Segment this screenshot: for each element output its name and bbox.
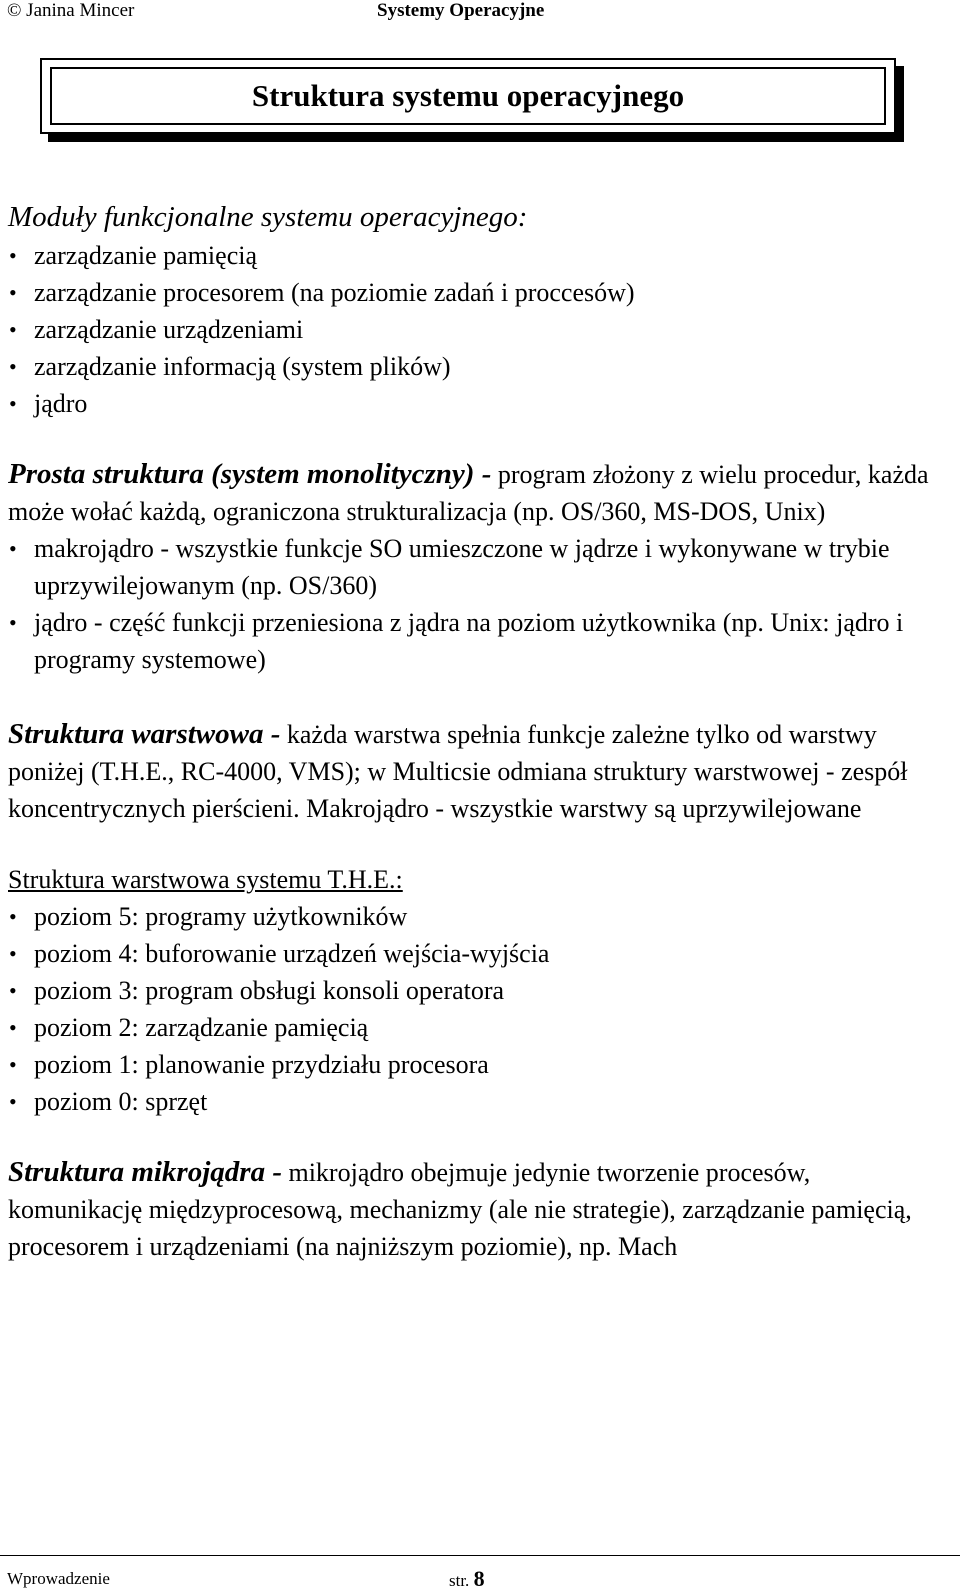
bullet-icon: • bbox=[9, 354, 17, 379]
simple-structure-heading: Prosta struktura (system monolityczny) - bbox=[8, 458, 492, 490]
simple-structure-section bbox=[8, 456, 946, 678]
the-section bbox=[8, 861, 946, 1120]
title-frame bbox=[40, 58, 896, 134]
list-item: • poziom 4: buforowanie urządzeń wejścia-wyjścia bbox=[8, 935, 946, 972]
layered-structure-section bbox=[8, 716, 946, 827]
list-item: • poziom 5: programy użytkowników bbox=[8, 898, 946, 935]
bullet-icon: • bbox=[9, 978, 17, 1003]
simple-structure-paragraph bbox=[8, 456, 946, 530]
list-item: • poziom 1: planowanie przydziału procesora bbox=[8, 1046, 946, 1083]
list-item: • poziom 2: zarządzanie pamięcią bbox=[8, 1009, 946, 1046]
bullet-icon: • bbox=[9, 317, 17, 342]
the-levels-list bbox=[8, 898, 946, 1120]
list-item: • poziom 0: sprzęt bbox=[8, 1083, 946, 1120]
micro-section bbox=[8, 1154, 946, 1265]
simple-structure-list bbox=[8, 530, 946, 678]
micro-text: mikrojądro obejmuje jedynie tworzenie procesów, komunikację międzyprocesową, mechanizmy (ale nie strategie), zarządzanie pamięcią, procesorem i urządzeniami (na najniższym poziomie), np. Mach bbox=[8, 1158, 912, 1261]
layered-structure-paragraph bbox=[8, 716, 946, 827]
the-heading: Struktura warstwowa systemu T.H.E.: bbox=[8, 865, 403, 894]
list-item: • zarządzanie informacją (system plików) bbox=[8, 348, 946, 385]
bullet-icon: • bbox=[9, 391, 17, 416]
layered-structure-text: każda warstwa spełnia funkcje zależne tylko od warstwy poniżej (T.H.E., RC-4000, VMS); w Multicsie odmiana struktury warstwowej - zespół koncentrycznych pierścieni. Makrojądro - wszystkie warstwy są uprzywilejowane bbox=[8, 720, 908, 823]
bullet-icon: • bbox=[9, 1052, 17, 1077]
list-item: • zarządzanie pamięcią bbox=[8, 237, 946, 274]
list-item: • zarządzanie urządzeniami bbox=[8, 311, 946, 348]
footer-divider bbox=[0, 1555, 960, 1556]
bullet-icon: • bbox=[9, 1015, 17, 1040]
page-header bbox=[7, 0, 953, 24]
document-body bbox=[8, 197, 946, 1265]
author-label: © Janina Mincer bbox=[7, 0, 135, 21]
list-item: • jądro bbox=[8, 385, 946, 422]
micro-paragraph bbox=[8, 1154, 946, 1265]
bullet-icon: • bbox=[9, 904, 17, 929]
bullet-icon: • bbox=[9, 243, 17, 268]
layered-structure-heading: Struktura warstwowa - bbox=[8, 718, 281, 750]
bullet-icon: • bbox=[9, 941, 17, 966]
course-title: Systemy Operacyjne bbox=[377, 0, 545, 21]
footer-section-name: Wprowadzenie bbox=[7, 1569, 110, 1588]
page-title: Struktura systemu operacyjnego bbox=[251, 78, 685, 113]
list-item: • zarządzanie procesorem (na poziomie zadań i proccesów) bbox=[8, 274, 946, 311]
page-number-value: 8 bbox=[473, 1566, 485, 1591]
bullet-icon: • bbox=[9, 280, 17, 305]
modules-list bbox=[8, 237, 946, 422]
micro-heading: Struktura mikrojądra - bbox=[8, 1156, 282, 1188]
list-item: • makrojądro - wszystkie funkcje SO umieszczone w jądrze i wykonywane w trybie uprzywilejowanym (np. OS/360) bbox=[8, 530, 946, 604]
page-number bbox=[449, 1568, 485, 1592]
title-frame-inner bbox=[50, 67, 886, 125]
simple-structure-text: program złożony z wielu procedur, każda może wołać każdą, ograniczona strukturalizacja (np. OS/360, MS-DOS, Unix) bbox=[8, 460, 929, 526]
bullet-icon: • bbox=[9, 610, 17, 635]
modules-heading: Moduły funkcjonalne systemu operacyjnego: bbox=[8, 201, 528, 233]
bullet-icon: • bbox=[9, 1089, 17, 1114]
modules-section bbox=[8, 197, 946, 422]
bullet-icon: • bbox=[9, 536, 17, 561]
list-item: • poziom 3: program obsługi konsoli operatora bbox=[8, 972, 946, 1009]
list-item: • jądro - część funkcji przeniesiona z jądra na poziom użytkownika (np. Unix: jądro i programy systemowe) bbox=[8, 604, 946, 678]
page-prefix: str. bbox=[449, 1571, 470, 1590]
